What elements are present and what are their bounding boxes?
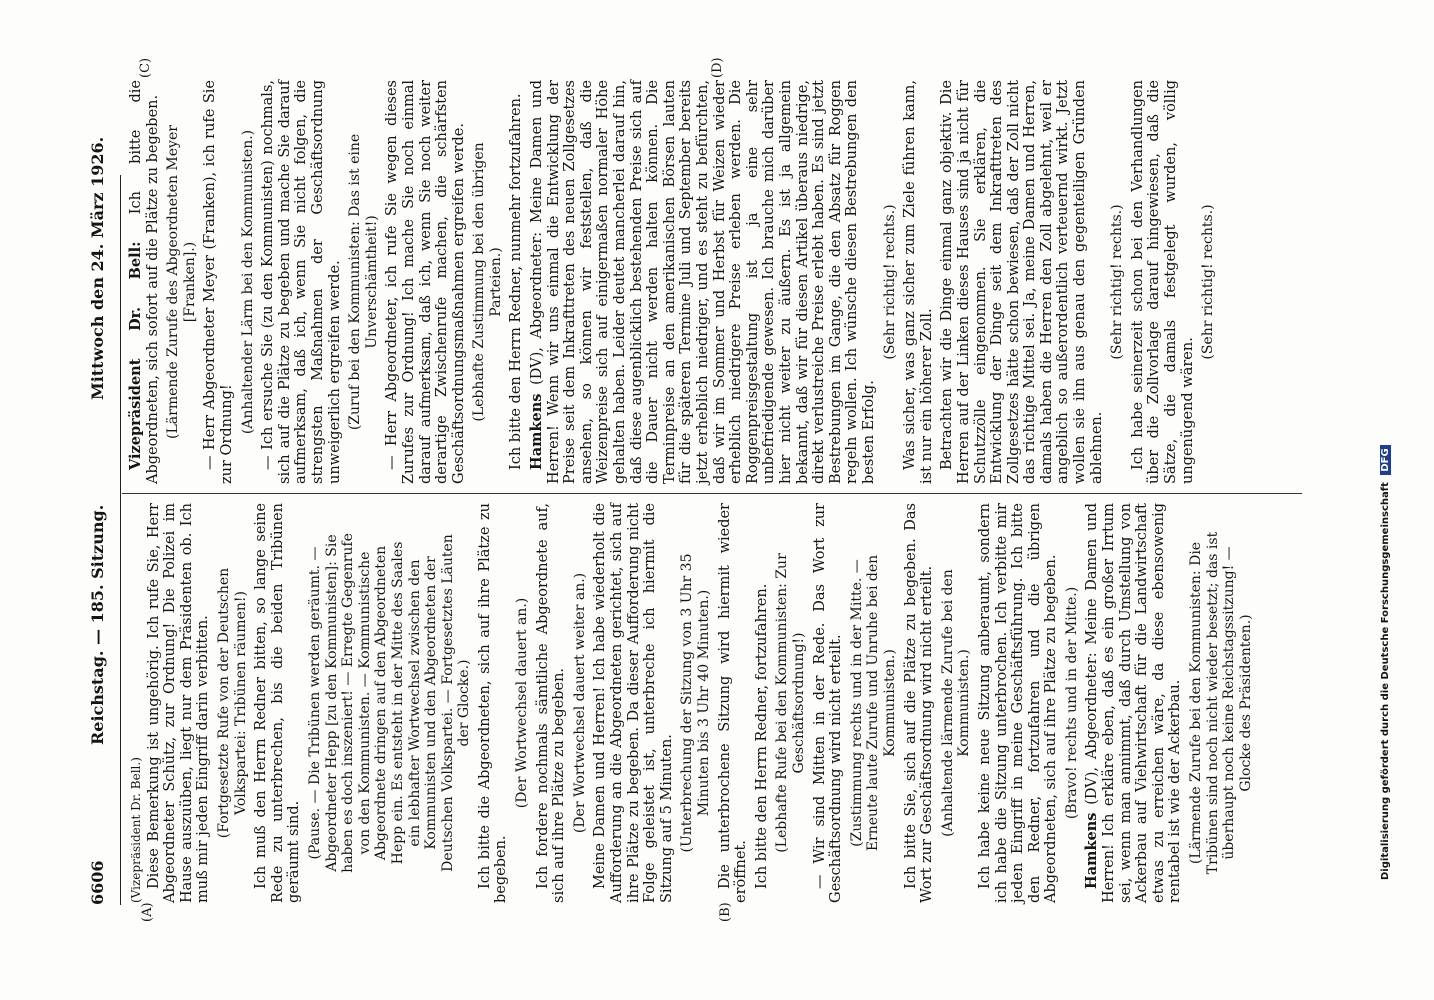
right-column xyxy=(128,80,1221,484)
left_column-paragraph xyxy=(146,503,212,903)
margin-mark-a: (A) xyxy=(140,902,155,922)
paragraph-text: — Ich ersuche Sie (zu den Kommunisten) nochmals, sich auf die Plätze zu begeben und mache Sie darauf aufmerksam, daß ich, wenn Sie nicht folgen, die strengsten Maßnahmen der Geschäftsordnung unweigerlich ergreifen werde. xyxy=(260,80,343,484)
left_column-paragraph xyxy=(592,503,675,903)
left_column-paragraph xyxy=(754,503,771,903)
paragraph-text: — Herr Abgeordneter Meyer (Franken), ich rufe Sie zur Ordnung! xyxy=(202,80,235,484)
paragraph-text: Ich bitte den Herrn Redner, fortzufahren. xyxy=(753,583,770,889)
credit-text: Digitalisierung gefördert durch die Deutsche Forschungsgemeinschaft xyxy=(1380,482,1391,880)
left_column-paragraph xyxy=(1084,503,1184,903)
paragraph-text: (Lebhafte Rufe bei den Kommunisten: Zur Geschäftsordnung!) xyxy=(774,553,807,853)
paragraph-text: Ich habe keine neue Sitzung anberaumt, sondern ich habe die Sitzung unterbrochen. Ich verbitte mir jeden Eingriff in meine Geschäftsführung. Ich bitte den Redner, fortzufahren und die übrigen Abgeordneten, sich auf ihre Plätze zu begeben. xyxy=(976,503,1060,903)
left_column-paragraph xyxy=(940,503,973,903)
paragraph-text: (DV), Abgeordneter: Meine Damen und Herren! Wenn wir uns einmal die Entwicklung der Preise seit dem Inkrafttreten des neuen Zollgesetzes ansehen, so können wir feststellen, daß die Weizenpreise sich auf einigermaßen normaler Höhe gehalten haben. Leider deutet mancherlei darauf hin, daß diese augenblicklich bestehenden Preise sich auf die Dauer nicht werden halten können. Die Terminpreise an den amerikanischen Börsen lauten für die späteren Termine Juli und September bereits jetzt erheblich niedriger, und es steht zu befürchten, daß wir im Sommer und Herbst für Weizen wieder erheblich niedrigere Preise erleben werden. Die Roggenpreisgestaltung ist ja eine sehr unbefriedigende gewesen. Ich brauche mich darüber hier nicht weiter zu äußern. Es ist ja allgemein bekannt, daß wir für diesen Artikel überaus niedrige, direkt verlustreiche Preise erlebt haben. Es sind jetzt Bestrebungen im Gange, die den Absatz für Roggen regeln wollen. Ich wünsche diesen Bestrebungen den besten Erfolg. xyxy=(529,80,877,484)
right_column-paragraph xyxy=(1109,80,1126,484)
right_column-paragraph xyxy=(882,80,899,484)
right_column-paragraph xyxy=(128,80,161,484)
paragraph-text: — Herr Abgeordneter, ich rufe Sie wegen dieses Zurufes zur Ordnung! Ich mache Sie noch einmal darauf aufmerksam, daß ich, wenn Sie noch weiter derartige Zwischenrufe machen, die schärfsten Geschäftsordnungsmaßnahmen ergreifen werde. xyxy=(384,80,467,484)
paragraph-text: (Lebhafte Zustimmung bei den übrigen Parteien.) xyxy=(471,142,504,422)
right_column-paragraph xyxy=(1130,80,1196,484)
paragraph-text: Ich bitte den Herrn Redner, nunmehr fortzufahren. xyxy=(508,93,525,470)
margin-mark-d: (D) xyxy=(710,57,725,78)
paragraph-text: Diese Bemerkung ist ungehörig. Ich rufe Sie, Herr Abgeordneter Schütz, zur Ordnung! Die Polizei im Hause auszuüben, liegt nur dem Präsidenten ob. Ich muß mir jeden Eingriff darin verbitten. xyxy=(145,503,212,903)
right_column-paragraph xyxy=(902,80,935,484)
right_column-paragraph xyxy=(939,80,1105,484)
right_column-paragraph xyxy=(165,80,198,484)
page-header xyxy=(88,136,116,905)
paragraph-text: (Der Wortwechsel dauert an.) xyxy=(514,597,531,809)
right_column-paragraph xyxy=(384,80,467,484)
margin-mark-b: (B) xyxy=(718,902,733,922)
session-date: Mittwoch den 24. März 1926. xyxy=(88,136,107,400)
left_column-paragraph xyxy=(977,503,1060,903)
right_column-paragraph xyxy=(1200,80,1217,484)
paragraph-text: Ich bitte die Abgeordneten, sich sofort auf die Plätze zu begeben. xyxy=(128,79,161,484)
right_column-paragraph xyxy=(260,80,343,484)
left_column-paragraph xyxy=(216,503,249,903)
paragraph-text: (Zuruf bei den Kommunisten: Das ist eine Unverschämtheit!) xyxy=(347,133,380,431)
paragraph-text: (Lärmende Zurufe des Abgeordneten Meyer [Franken].) xyxy=(165,125,198,439)
margin-mark-c: (C) xyxy=(138,57,153,78)
paragraph-text: (Bravo! rechts und in der Mitte.) xyxy=(1063,586,1080,820)
paragraph-text: (DV), Abgeordneter: Meine Damen und Herren! Ich erkläre eben, daß es ein großer Irrtum sei, wenn man annimmt, daß durch Umstellung von Ackerbau auf Viehwirtschaft für die Landwirtschaft etwas zu erreichen wäre, da diese ebensowenig rentabel ist wie der Ackerbau. xyxy=(1084,503,1184,903)
paragraph-text: Ich bitte Sie, sich auf die Plätze zu begeben. Das Wort zur Geschäftsordnung wird nicht erteilt. xyxy=(902,503,936,903)
left_column-paragraph xyxy=(535,503,568,903)
speaker-name: Vizepräsident Dr. Bell: xyxy=(127,241,144,470)
right_column-paragraph xyxy=(202,80,235,484)
paragraph-text: Meine Damen und Herren! Ich habe wiederholt die Aufforderung an die Abgeordneten gerichtet, sich auf ihre Plätze zu begeben. Da dieser Aufforderung nicht Folge geleistet ist, unterbreche ich hiermit die Sitzung auf 5 Minuten. xyxy=(592,503,675,903)
paragraph-text: Ich bitte die Abgeordneten, sich auf ihre Plätze zu begeben. xyxy=(476,503,510,903)
right_column-paragraph xyxy=(471,80,504,484)
speaker-name: Hamkens xyxy=(528,393,546,470)
left_column-paragraph xyxy=(812,503,845,903)
paragraph-text: (Zustimmung rechts und in der Mitte. — Erneute laute Zurufe und Unruhe bei den Kommunisten.) xyxy=(848,554,898,852)
left_column-paragraph xyxy=(572,503,589,903)
right_column-paragraph xyxy=(529,80,877,484)
dfg-logo: DFG xyxy=(1380,445,1391,474)
paragraph-text: (Sehr richtig! rechts.) xyxy=(881,204,898,360)
paragraph-text: (Anhaltende lärmende Zurufe bei den Kommunisten.) xyxy=(939,569,973,837)
paragraph-text: (Sehr richtig! rechts.) xyxy=(1200,204,1217,360)
sidebar-credit xyxy=(1380,445,1391,880)
paragraph-text: (Pause. — Die Tribünen werden geräumt. — Abgeordneter Hepp [zu den Kommunisten]: Sie haben es doch inszeniert! — Erregte Gegenrufe von den Kommunisten. — Kommunistische Abgeordnete dringen auf den Abgeordneten Hepp ein. Es entsteht in der Mitte des Saales ein lebhafter Wortwechsel zwischen den Kommunisten und den Abgeordneten der Deutschen Volkspartei. — Fortgesetztes Läuten der Glocke.) xyxy=(306,533,473,873)
paragraph-text: (Lärmende Zurufe bei den Kommunisten: Die Tribünen sind noch nicht wieder besetzt; das ist überhaupt noch keine Reichstagssitzung! — Glocke des Präsidenten.) xyxy=(1188,531,1254,875)
left_column-paragraph xyxy=(307,503,473,903)
right_column-paragraph xyxy=(347,80,380,484)
header-rule xyxy=(120,175,121,905)
page-number: 6606 xyxy=(88,860,107,905)
left_column-paragraph xyxy=(128,503,145,903)
paragraph-text: Was sicher, was ganz sicher zum Ziele führen kann, ist nur ein höherer Zoll. xyxy=(902,80,935,484)
paragraph-text: Die unterbrochene Sitzung wird hiermit wieder eröffnet. xyxy=(716,503,750,903)
column-divider xyxy=(122,493,1302,494)
right_column-paragraph xyxy=(240,80,257,484)
paragraph-text: (Sehr richtig! rechts.) xyxy=(1109,204,1126,360)
left_column-paragraph xyxy=(679,503,712,903)
left_column-paragraph xyxy=(1188,503,1254,903)
left_column-paragraph xyxy=(253,503,303,903)
left-column xyxy=(128,503,1258,903)
paragraph-text: Ich muß den Herrn Redner bitten, so lange seine Rede zu unterbrechen, bis die beiden Tribünen geräumt sind. xyxy=(253,503,303,903)
left_column-paragraph xyxy=(514,503,531,903)
paragraph-text: (Vizepräsident Dr. Bell.) xyxy=(129,757,143,903)
paragraph-text: Ich fordere nochmals sämtliche Abgeordnete auf, sich auf ihre Plätze zu begeben. xyxy=(534,503,568,903)
paragraph-text: (Der Wortwechsel dauert weiter an.) xyxy=(571,572,588,834)
left_column-paragraph xyxy=(1064,503,1081,903)
paragraph-text: (Anhaltender Lärm bei den Kommunisten.) xyxy=(239,129,256,435)
session-title: Reichstag. — 185. Sitzung. xyxy=(88,504,107,745)
left_column-paragraph xyxy=(849,503,899,903)
paragraph-text: Ich habe seinerzeit schon bei den Verhandlungen über die Zollvorlage darauf hingewiesen, daß die Sätze, die damals festgelegt wurden, völlig ungenügend wären. xyxy=(1129,80,1196,484)
paragraph-text: Betrachten wir die Dinge einmal ganz objektiv. Die Herren auf der Linken dieses Hauses sind ja nicht für Schutzzölle eingenommen. Sie erklären, die Entwicklung der Dinge seit dem Inkrafttreten des Zollgesetzes hätte schon bewiesen, daß der Zoll nicht das richtige Mittel sei. Ja, meine Damen und Herren, damals haben die Herren den Zoll abgelehnt, weil er angeblich so außerordentlich verteuernd wirkt. Jetzt wollen sie ihn aus genau den gegenteiligen Gründen ablehnen. xyxy=(939,80,1105,484)
paragraph-text: (Unterbrechung der Sitzung von 3 Uhr 35 Minuten bis 3 Uhr 40 Minuten.) xyxy=(679,553,712,853)
speaker-name: Hamkens xyxy=(1083,812,1101,889)
left_column-paragraph xyxy=(717,503,750,903)
left_column-paragraph xyxy=(477,503,510,903)
left_column-paragraph xyxy=(903,503,936,903)
paragraph-text: (Fortgesetzte Rufe von der Deutschen Volkspartei: Tribünen räumen!) xyxy=(215,567,249,839)
right_column-paragraph xyxy=(508,80,525,484)
paragraph-text: — Wir sind Mitten in der Rede. Das Wort zur Geschäftsordnung wird nicht erteilt. xyxy=(811,503,845,903)
left_column-paragraph xyxy=(774,503,807,903)
